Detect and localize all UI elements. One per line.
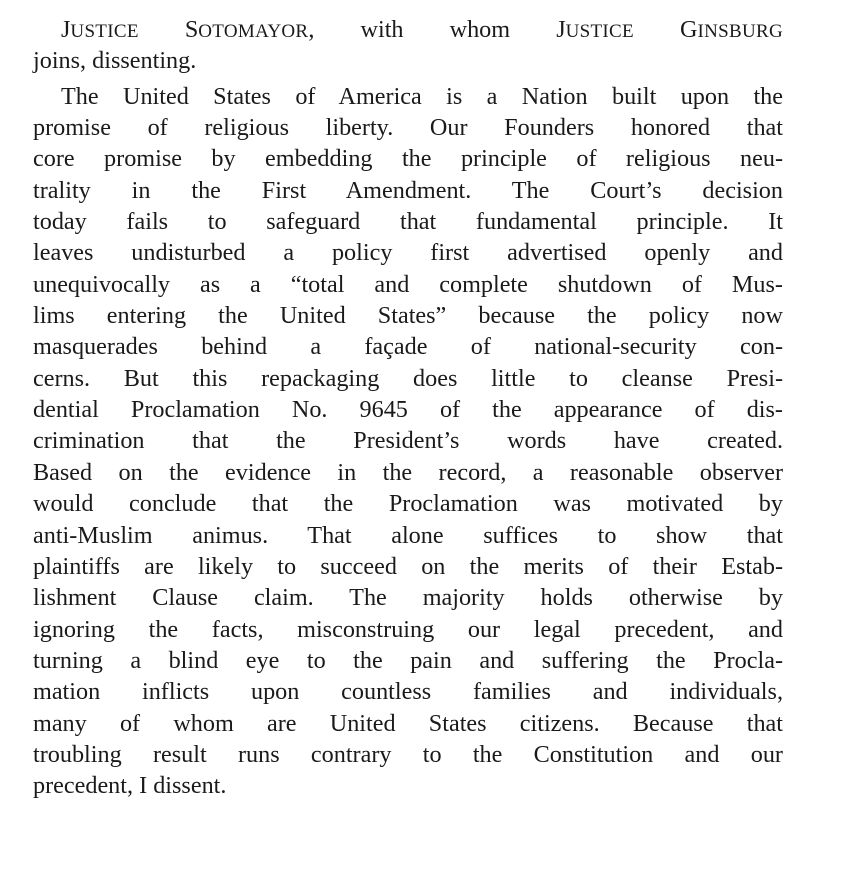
body-line: anti-Muslim animus. That alone suffices to show that bbox=[33, 521, 783, 549]
body-line: many of whom are United States citizens. Because that bbox=[33, 709, 783, 737]
body-line: lishment Clause claim. The majority holds otherwise by bbox=[33, 584, 783, 612]
body-line: The United States of America is a Nation built upon the bbox=[61, 82, 783, 110]
body-line: turning a blind eye to the pain and suffering the Procla- bbox=[33, 646, 783, 674]
heading-line-2: joins, dissenting. bbox=[33, 47, 197, 75]
heading-justice-2-initial: J bbox=[556, 16, 566, 43]
heading-name-2-rest: INSBURG bbox=[697, 21, 783, 42]
body-line: leaves undisturbed a policy first advertised openly and bbox=[33, 239, 783, 267]
body-line: trality in the First Amendment. The Court’s decision bbox=[33, 176, 783, 204]
body-line: today fails to safeguard that fundamental principle. It bbox=[33, 208, 783, 236]
body-line: promise of religious liberty. Our Founders honored that bbox=[33, 114, 783, 142]
heading-justice-1-rest: USTICE bbox=[70, 21, 139, 42]
body-line: plaintiffs are likely to succeed on the merits of their Estab- bbox=[33, 552, 783, 580]
body-line: unequivocally as a “total and complete shutdown of Mus- bbox=[33, 270, 783, 298]
heading-name-1-rest: OTOMAYOR bbox=[198, 21, 309, 42]
heading-justice-1-initial: J bbox=[61, 16, 71, 43]
heading-justice-2-rest: USTICE bbox=[565, 21, 634, 42]
body-line: dential Proclamation No. 9645 of the appearance of dis- bbox=[33, 396, 783, 424]
heading-connector: , with whom bbox=[308, 16, 511, 43]
heading-name-1-initial: S bbox=[184, 16, 199, 43]
opinion-heading bbox=[33, 14, 783, 45]
heading-name-2-initial: G bbox=[680, 16, 698, 43]
body-line: cerns. But this repackaging does little to cleanse Presi- bbox=[33, 364, 783, 392]
body-line: crimination that the President’s words have created. bbox=[33, 427, 783, 455]
body-line: lims entering the United States” because the policy now bbox=[33, 302, 783, 330]
body-line: precedent, I dissent. bbox=[33, 772, 227, 800]
opinion-text bbox=[33, 14, 783, 802]
body-line: troubling result runs contrary to the Constitution and our bbox=[33, 740, 783, 768]
body-line: masquerades behind a façade of national-security con- bbox=[33, 333, 783, 361]
body-line: Based on the evidence in the record, a reasonable observer bbox=[33, 458, 783, 486]
body-line: ignoring the facts, misconstruing our legal precedent, and bbox=[33, 615, 783, 643]
body-line: mation inflicts upon countless families and individuals, bbox=[33, 678, 783, 706]
body-line: core promise by embedding the principle of religious neu- bbox=[33, 145, 783, 173]
body-line: would conclude that the Proclamation was motivated by bbox=[33, 490, 783, 518]
